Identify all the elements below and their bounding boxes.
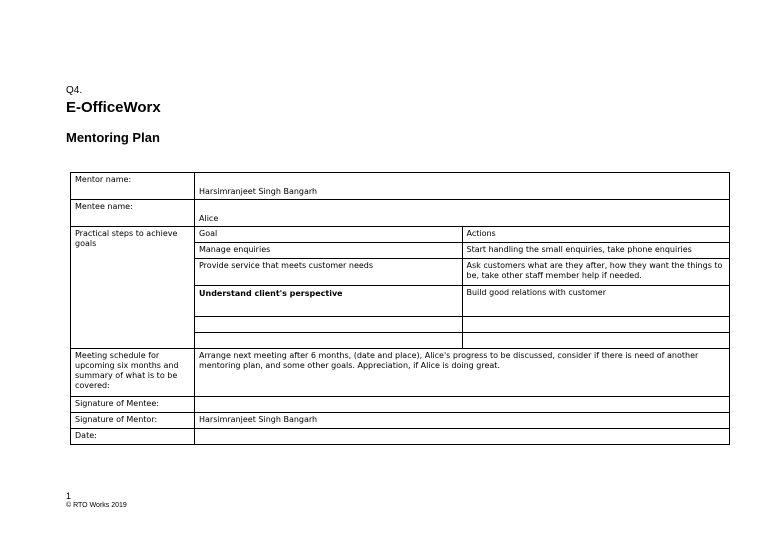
page-number: 1: [66, 491, 72, 501]
step-goal: Manage enquiries: [195, 243, 463, 259]
signature-mentee-value: [195, 397, 730, 413]
step-goal: Understand client's perspective: [195, 286, 463, 317]
signature-mentee-label: Signature of Mentee:: [71, 397, 195, 413]
goal-header: Goal: [195, 227, 463, 243]
plan-title: Mentoring Plan: [66, 130, 160, 145]
schedule-value: Arrange next meeting after 6 months, (date and place), Alice's progress to be discussed, consider if there is need of another mentoring plan, and some other goals. Appreciation, if Alice is doing great.: [195, 349, 730, 397]
mentor-label: Mentor name:: [71, 173, 195, 200]
company-name: E-OfficeWorx: [66, 99, 161, 116]
step-goal: [195, 333, 463, 349]
date-row: [71, 429, 730, 445]
step-action: [462, 317, 730, 333]
date-label: Date:: [71, 429, 195, 445]
step-action: Ask customers what are they after, how they want the things to be, take other staff member help if needed.: [462, 259, 730, 286]
mentee-row: [71, 200, 730, 227]
step-action: Build good relations with customer: [462, 286, 730, 317]
question-number: Q4.: [66, 85, 83, 96]
steps-header-row: [71, 227, 730, 243]
step-goal: Provide service that meets customer needs: [195, 259, 463, 286]
date-value: [195, 429, 730, 445]
step-action: [462, 333, 730, 349]
step-goal: [195, 317, 463, 333]
copyright: © RTO Works 2019: [66, 502, 127, 509]
signature-mentor-label: Signature of Mentor:: [71, 413, 195, 429]
steps-label: Practical steps to achieve goals: [71, 227, 195, 349]
signature-mentee-row: [71, 397, 730, 413]
actions-header: Actions: [462, 227, 730, 243]
signature-mentor-value: Harsimranjeet Singh Bangarh: [195, 413, 730, 429]
mentee-value: Alice: [195, 200, 730, 227]
mentee-label: Mentee name:: [71, 200, 195, 227]
mentoring-plan-table: [70, 172, 730, 445]
signature-mentor-row: [71, 413, 730, 429]
mentor-row: [71, 173, 730, 200]
schedule-label: Meeting schedule for upcoming six months and summary of what is to be covered:: [71, 349, 195, 397]
schedule-row: [71, 349, 730, 397]
step-action: Start handling the small enquiries, take phone enquiries: [462, 243, 730, 259]
mentor-value: Harsimranjeet Singh Bangarh: [195, 173, 730, 200]
